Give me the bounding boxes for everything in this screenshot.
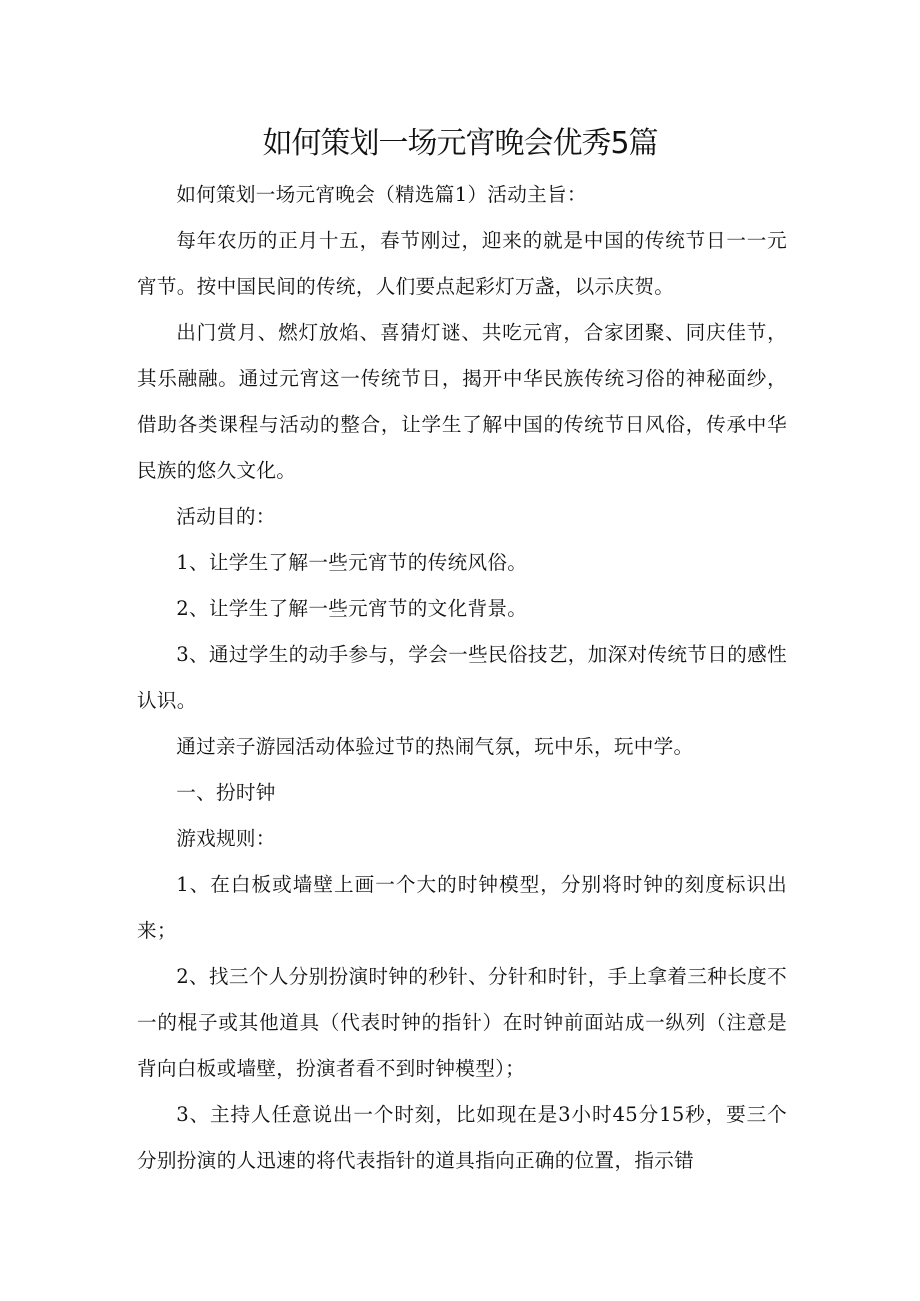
paragraph-goal-3: 3、通过学生的动手参与，学会一些民俗技艺，加深对传统节日的感性认识。	[137, 643, 787, 712]
paragraph-rule-2: 2、找三个人分别扮演时钟的秒针、分针和时针，手上拿着三种长度不一的棍子或其他道具（代表时钟的指针）在时钟前面站成一纵列（注意是背向白板或墙壁，扮演者看不到时钟模型）；	[137, 965, 787, 1080]
paragraph-customs: 出门赏月、燃灯放焰、喜猜灯谜、共吃元宵，合家团聚、同庆佳节，其乐融融。通过元宵这一传统节日，揭开中华民族传统习俗的神秘面纱，借助各类课程与活动的整合，让学生了解中国的传统节日风俗，传承中华民族的悠久文化。	[137, 321, 787, 482]
document-title: 如何策划一场元宵晚会优秀5篇	[262, 126, 658, 161]
paragraph-rule-1: 1、在白板或墙壁上画一个大的时钟模型，分别将时钟的刻度标识出来；	[137, 873, 787, 942]
paragraph-goals-heading: 活动目的：	[176, 505, 276, 528]
document-body	[137, 172, 787, 1184]
paragraph-parent-child: 通过亲子游园活动体验过节的热闹气氛，玩中乐，玩中学。	[176, 735, 694, 758]
paragraph-background: 每年农历的正月十五，春节刚过，迎来的就是中国的传统节日一一元宵节。按中国民间的传统，人们要点起彩灯万盏，以示庆贺。	[137, 229, 787, 298]
paragraph-game-title: 一、扮时钟	[176, 781, 276, 804]
paragraph-intro-heading: 如何策划一场元宵晚会（精选篇1）活动主旨：	[176, 183, 587, 206]
paragraph-rules-heading: 游戏规则：	[176, 827, 276, 850]
paragraph-goal-2: 2、让学生了解一些元宵节的文化背景。	[176, 597, 528, 620]
paragraph-goal-1: 1、让学生了解一些元宵节的传统风俗。	[176, 551, 528, 574]
paragraph-rule-3: 3、主持人任意说出一个时刻，比如现在是3小时45分15秒，要三个分别扮演的人迅速的将代表指针的道具指向正确的位置，指示错	[137, 1103, 787, 1172]
